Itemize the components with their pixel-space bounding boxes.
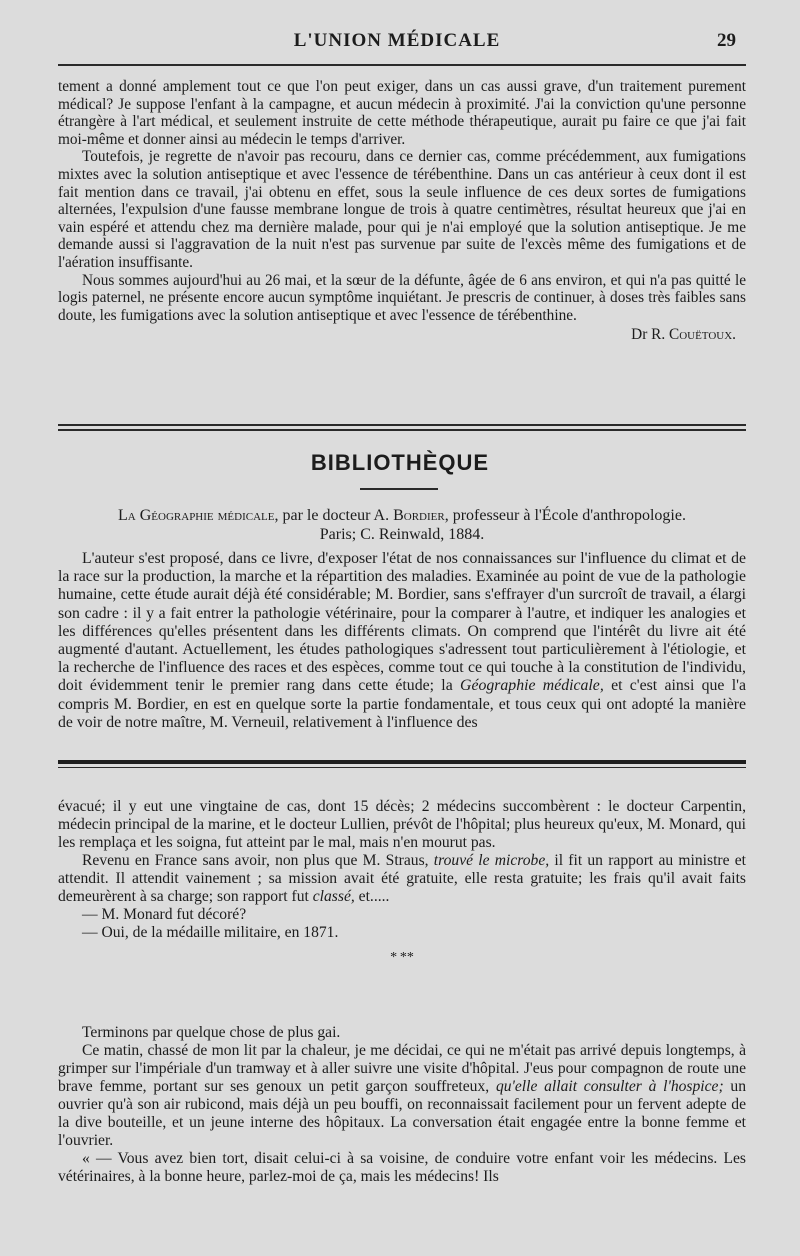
paragraph (58, 1042, 746, 1150)
author-signature (58, 326, 746, 344)
paragraph (58, 852, 746, 906)
feuilleton-divider (58, 760, 746, 768)
feuilleton-text-continued (58, 1024, 746, 1186)
page-number: 29 (717, 30, 736, 51)
dialogue-line: — M. Monard fut décoré? (82, 906, 247, 923)
author-text: par le docteur A. (282, 507, 390, 524)
journal-title: L'UNION MÉDICALE (293, 30, 501, 51)
book-review (58, 550, 746, 732)
review-text-end: et c'est ainsi que l'a compris M. Bordier, en est en quelque sorte la partie fondamentale, et tous ceux qui ont adopté la manière de voir de notre maître, M. Verneuil, relativement à l'influence des (58, 677, 746, 731)
section-divider (58, 424, 746, 434)
paragraph: « — Vous avez bien tort, disait celui-ci à sa voisine, de conduire votre enfant voir les médecins. Les vétérinaires, à la bonne heure, parlez-moi de ça, mais les médecins! Ils (58, 1150, 746, 1185)
book-title: La Géographie médicale, (118, 507, 279, 524)
asterism-separator: * ** (390, 950, 414, 965)
dialogue-line: — Oui, de la médaille militaire, en 1871. (82, 924, 339, 941)
paragraph (58, 550, 746, 732)
title-underline (360, 488, 438, 490)
paragraph: Nous sommes aujourd'hui au 26 mai, et la sœur de la défunte, âgée de 6 ans environ, et qui n'a pas quitté le logis paternel, ne présente encore aucun symptôme inquiétant. Je prescris de continuer, à doses très faibles sans doute, les fumigations avec la solution antiseptique et avec l'essence de térébenthine. (58, 271, 746, 324)
publisher: Paris; C. Reinwald, 1884. (319, 526, 485, 543)
italic-run: qu'elle allait consulter à l'hospice; (495, 1078, 724, 1095)
paragraph: Terminons par quelque chose de plus gai. (82, 1024, 341, 1041)
italic-run: trouvé le microbe, (433, 852, 550, 869)
text-run: Ce matin, chassé de mon lit par la chaleur, je me décidai, ce qui ne m'était pas arrivé depuis longtemps, à grimper sur l'impériale d'un tramway et à aller suivre une visite d'hôpital. J'eus pour compagnon de route une brave femme, portant sur ses genoux un petit garçon souffreteux, (58, 1042, 746, 1095)
paragraph: évacué; il y eut une vingtaine de cas, dont 15 décès; 2 médecins succombèrent : le docteur Carpentin, médecin principal de la marine, et le docteur Lullien, prévôt de l'hôpital; plus heureux qu'eux, M. Monard, qui les remplaça et les soigna, fut atteint par le mal, mais n'en mourut pas. (58, 798, 746, 851)
signature-prefix: Dr R. (631, 326, 666, 344)
running-header (58, 0, 736, 56)
author-name: Bordier, (393, 507, 449, 524)
italic-run: classé, (312, 888, 355, 905)
review-text: L'auteur s'est proposé, dans ce livre, d'exposer l'état de nos connaissances sur l'influence du climat et de la race sur la production, la marche et la répartition des maladies. Examinée au point de vue de la pathologie humaine, cette étude aurait déjà été considérable; M. Bordier, sans s'effrayer d'un surcroît de travail, a élargi son cadre : il y a fait entrer la pathologie vétérinaire, pour la comparer à l'autre, et indiquer les analogies et les différences qu'elles présentent dans les différents climats. On comprend que l'intérêt du livre ait été augmenté d'autant. Actuellement, les études pathologiques s'adressent tout particulièrement à l'étiologie, et la recherche de l'influence des races et des espèces, comme tout ce qui touche à la constitution de l'individu, doit évidemment tenir le premier rang dans cette étude; la (58, 550, 746, 695)
bibliographic-reference (58, 506, 746, 544)
text-run: un ouvrier qu'à son air rubicond, mais déjà un peu bouffi, on reconnaissait facilement pour un fervent adepte de la dive bouteille, et un jeune interne des hôpitaux. La conversation était engagée entre la bonne femme et l'ouvrier. (58, 1078, 747, 1149)
text-run: Revenu en France sans avoir, non plus que M. Straus, (82, 852, 429, 869)
article-continuation (58, 78, 746, 344)
paragraph: tement a donné amplement tout ce que l'on peut exiger, dans un cas aussi grave, d'un traitement purement médical? Je suppose l'enfant à la campagne, et aucun médecin à proximité. J'ai la conviction qu'une personne étrangère à l'art médical, et seulement instruite de cette méthode thérapeutique, aurait pu faire ce que j'ai fait moi-même et donner ainsi au médecin le temps d'arriver. (58, 78, 746, 148)
text-run: et..... (358, 888, 390, 905)
signature-name: Couëtoux. (669, 326, 736, 344)
header-rule (58, 64, 746, 66)
author-affiliation: professeur à l'École d'anthropologie. (452, 507, 686, 524)
feuilleton-text (58, 798, 746, 970)
section-title: BIBLIOTHÈQUE (310, 450, 490, 475)
text-run: il fit un rapport au ministre et attendit. Il attendit vainement ; sa mission avait été gratuite, elle resta gratuite; les frais qu'il avait faits demeurèrent à sa charge; son rapport fut (58, 852, 746, 905)
review-italic-title: Géographie médicale, (460, 677, 604, 695)
paragraph: Toutefois, je regrette de n'avoir pas recouru, dans ce dernier cas, comme précédemment, aux fumigations mixtes avec la solution antiseptique et avec l'essence de térébenthine. Dans un cas antérieur à ceux dont il est fait mention dans ce travail, j'ai obtenu en effet, sous la seule influence de ces deux sortes de fumigations alternées, l'expulsion d'une fausse membrane longue de trois à quatre centimètres, résultat heureux que j'ai en vain espéré et attendu chez ma dernière malade, pour qui je n'ai employé que la solution antiseptique. Je me demande aussi si l'aggravation de la nuit n'est pas survenue par suite de l'excès même des fumigations et de l'aération insuffisante. (58, 148, 746, 271)
